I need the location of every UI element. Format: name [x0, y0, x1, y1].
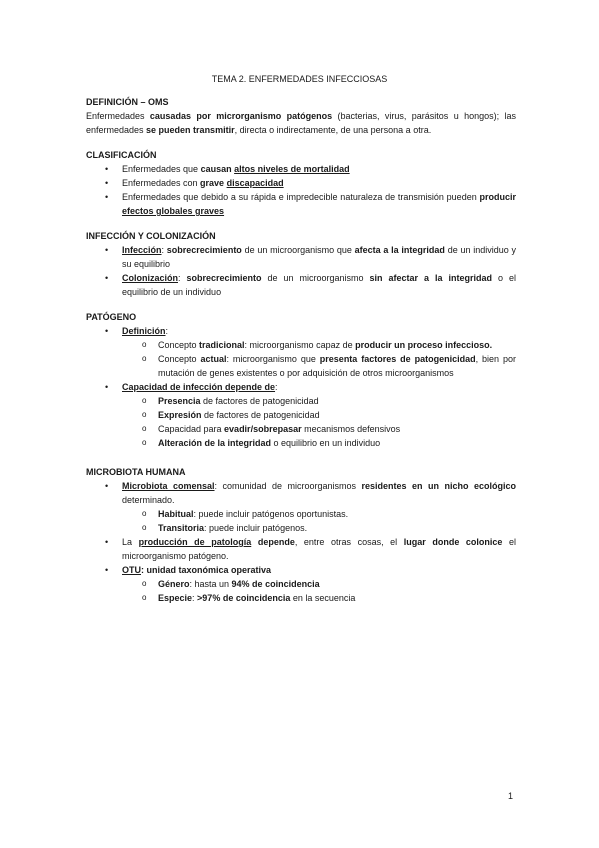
list-item: o Presencia de factores de patogenicidad — [142, 396, 319, 406]
section-heading: INFECCIÓN Y COLONIZACIÓN — [86, 231, 216, 241]
bullet-icon: • — [105, 382, 109, 392]
list-item: • Enfermedades con grave discapacidad — [105, 178, 284, 188]
list-item: • Definición: — [105, 326, 169, 336]
bullet-list — [86, 479, 516, 605]
sub-bullet-icon: o — [142, 523, 147, 532]
section-heading: PATÓGENO — [86, 312, 137, 322]
section-infeccion-colonizacion — [86, 229, 516, 299]
list-item: o Capacidad para evadir/sobrepasar mecanismos defensivos — [142, 424, 401, 434]
bullet-icon: • — [105, 273, 109, 283]
section-patogeno — [86, 310, 516, 450]
bullet-list — [86, 243, 516, 299]
document-title: TEMA 2. ENFERMEDADES INFECCIOSAS — [211, 74, 388, 84]
bullet-icon: • — [105, 481, 109, 491]
section-heading: DEFINICIÓN – OMS — [86, 97, 169, 107]
list-item: • Infección: sobrecrecimiento de un microorganismo que afecta a la integridad de un individuo y su equilibrio — [105, 245, 516, 269]
sub-bullet-icon: o — [142, 410, 147, 419]
list-item: • OTU: unidad taxonómica operativa — [105, 565, 272, 575]
list-item: • Capacidad de infección depende de: — [105, 382, 278, 392]
bullet-icon: • — [105, 192, 109, 202]
sub-bullet-icon: o — [142, 396, 147, 405]
list-item: o Concepto actual: microorganismo que presenta factores de patogenicidad, bien por mutación de genes existentes o por adquisición de otros microorganismos — [142, 354, 517, 378]
bullet-list — [86, 162, 516, 218]
section-heading: CLASIFICACIÓN — [86, 150, 157, 160]
bullet-icon: • — [105, 178, 109, 188]
list-item: • La producción de patología depende, entre otras cosas, el lugar donde colonice el microorganismo patógeno. — [105, 537, 516, 561]
list-item: • Enfermedades que causan altos niveles de mortalidad — [105, 164, 350, 174]
list-item: o Especie: >97% de coincidencia en la secuencia — [142, 593, 356, 603]
bullet-icon: • — [105, 565, 109, 575]
sub-bullet-icon: o — [142, 509, 147, 518]
list-item: o Género: hasta un 94% de coincidencia — [142, 579, 320, 589]
page-number: 1 — [508, 791, 514, 801]
bullet-icon: • — [105, 537, 109, 547]
list-item: • Microbiota comensal: comunidad de microorganismos residentes en un nicho ecológico determinado. — [105, 481, 517, 505]
list-item: o Habitual: puede incluir patógenos oportunistas. — [142, 509, 349, 519]
sub-bullet-icon: o — [142, 593, 147, 602]
sub-bullet-icon: o — [142, 424, 147, 433]
list-item: o Alteración de la integridad o equilibrio en un individuo — [142, 438, 381, 448]
definition-paragraph: Enfermedades causadas por microrganismo patógenos (bacterias, virus, parásitos u hongos); las enfermedades se pueden transmitir, directa o indirectamente, de una persona a otra. — [86, 111, 516, 135]
bullet-icon: • — [105, 245, 109, 255]
list-item: • Colonización: sobrecrecimiento de un microorganismo sin afectar a la integridad o el equilibrio de un individuo — [105, 273, 516, 297]
sub-bullet-icon: o — [142, 354, 147, 363]
list-item: o Transitoria: puede incluir patógenos. — [142, 523, 308, 533]
sub-bullet-icon: o — [142, 340, 147, 349]
section-heading: MICROBIOTA HUMANA — [86, 467, 186, 477]
bullet-icon: • — [105, 164, 109, 174]
list-item: o Concepto tradicional: microorganismo capaz de producir un proceso infeccioso. — [142, 340, 493, 350]
list-item: • Enfermedades que debido a su rápida e impredecible naturaleza de transmisión pueden producir efectos globales graves — [105, 192, 516, 216]
list-item: o Expresión de factores de patogenicidad — [142, 410, 320, 420]
sub-bullet-icon: o — [142, 579, 147, 588]
section-clasificacion — [86, 148, 516, 218]
sub-bullet-icon: o — [142, 438, 147, 447]
section-microbiota-humana — [86, 465, 516, 605]
section-definicion — [86, 95, 516, 137]
bullet-icon: • — [105, 326, 109, 336]
bullet-list — [86, 324, 516, 450]
